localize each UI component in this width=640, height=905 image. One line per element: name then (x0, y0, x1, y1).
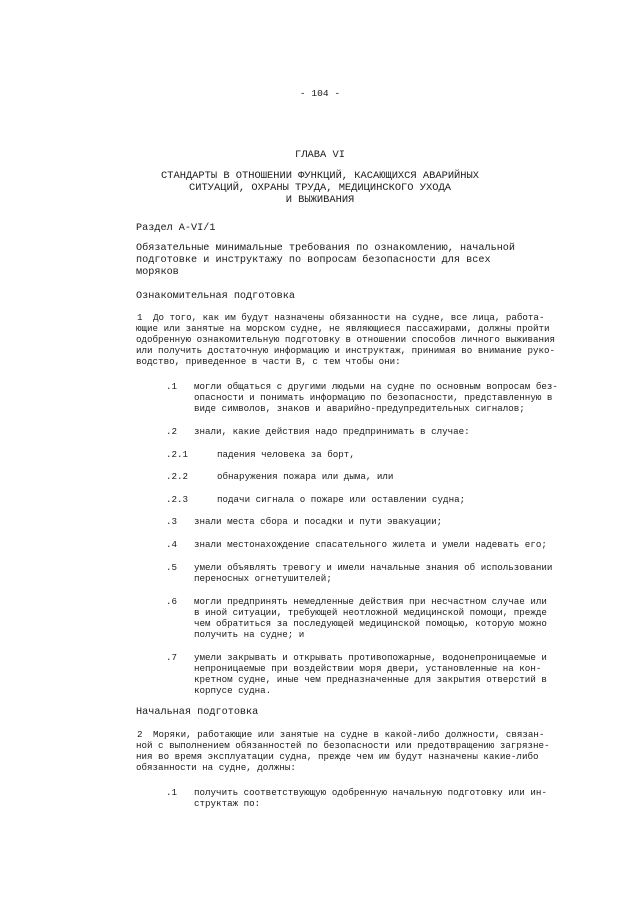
para-1-number: 1 (137, 312, 143, 323)
item-3-number: .3 (166, 516, 178, 527)
item-2-1-text: падения человека за борт, (217, 449, 355, 460)
heading-basic-training: Начальная подготовка (136, 707, 259, 718)
item-2-1-number: .2.1 (166, 449, 189, 460)
section-label: Раздел A-VI/1 (136, 223, 216, 234)
item-6-line-3: чем обратиться за последующей медицинской помощью, которую можно (194, 618, 547, 629)
item-1-number: .1 (166, 381, 178, 392)
heading-familiarization: Ознакомительная подготовка (136, 291, 295, 302)
section-title-line-1: Обязательные минимальные требования по ознакомлению, начальной (136, 243, 516, 254)
item-5-number: .5 (166, 562, 178, 573)
item-1-line-3: виде символов, знаков и аварийно-предупредительных сигналов; (194, 403, 525, 414)
para-1-line-1: До того, как им будут назначены обязанности на судне, все лица, работа- (153, 312, 545, 323)
item-2-2-number: .2.2 (166, 471, 189, 482)
item-2-3-number: .2.3 (166, 494, 189, 505)
item-6-line-2: в иной ситуации, требующей неотложной медицинской помощи, прежде (194, 607, 547, 618)
item-1-line-2: опасности и понимать информацию по безопасности, представленную в (194, 392, 553, 403)
item-7-line-1: умели закрывать и открывать противопожарные, водонепроницаемые и (194, 652, 547, 663)
title-line-2: СИТУАЦИЙ, ОХРАНЫ ТРУДА, МЕДИЦИНСКОГО УХОДА (189, 182, 451, 194)
page-number: - 104 - (299, 88, 341, 99)
item-5-line-1: умели объявлять тревогу и имели начальные знания об использовании (194, 562, 553, 573)
para-1-line-2: ющие или занятые на морском судне, не являющиеся пассажирами, должны пройти (136, 323, 550, 334)
chapter-title: ГЛАВА VI (295, 149, 345, 161)
para-1-line-4: или получить достаточную информацию и инструктаж, принимая во внимание руко- (136, 345, 556, 356)
item-7-line-4: корпусе судна. (194, 685, 272, 696)
section-title-line-3: моряков (136, 267, 179, 278)
para-1-line-3: одобренную ознакомительную подготовку в отношении способов личного выживания (136, 334, 556, 345)
para-2-line-4: обязанности на судне, должны: (136, 762, 296, 773)
section-title-line-2: подготовке и инструктажу по вопросам безопасности для всех (136, 255, 491, 266)
item-3-text: знали места сбора и посадки и пути эвакуации; (194, 516, 443, 527)
item-6-number: .6 (166, 596, 178, 607)
para-2-line-1: Моряки, работающие или занятые на судне в какой-либо должности, связан- (153, 729, 545, 740)
item-7-line-2: непроницаемые при воздействии моря двери, установленные на кон- (194, 663, 542, 674)
title-line-3: И ВЫЖИВАНИЯ (285, 194, 355, 206)
para-2-item-1-line-1: получить соответствующую одобренную начальную подготовку или ин- (194, 787, 547, 798)
title-line-1: СТАНДАРТЫ В ОТНОШЕНИИ ФУНКЦИЙ, КАСАЮЩИХСЯ АВАРИЙНЫХ (160, 170, 479, 182)
item-1-line-1: могли общаться с другими людьми на судне по основным вопросам без- (194, 381, 558, 392)
item-5-line-2: переносных огнетушителей; (194, 573, 332, 584)
para-2-item-1-line-2: структаж по: (194, 798, 261, 809)
item-6-line-1: могли предпринять немедленные действия при несчастном случае или (194, 596, 547, 607)
item-7-number: .7 (166, 652, 178, 663)
para-2-line-2: ной с выполнением обязанностей по безопасности или предотвращению загрязне- (136, 740, 550, 751)
item-2-2-text: обнаружения пожара или дыма, или (217, 471, 394, 482)
para-2-item-1-number: .1 (166, 787, 178, 798)
item-4-text: знали местонахождение спасательного жилета и умели надевать его; (194, 539, 547, 550)
item-2-text: знали, какие действия надо предпринимать в случае: (194, 426, 470, 437)
item-7-line-3: кретном судне, иные чем предназначенные для закрытия отверстий в (194, 674, 547, 685)
para-2-number: 2 (137, 729, 143, 740)
item-2-3-text: подачи сигнала о пожаре или оставлении судна; (217, 494, 466, 505)
para-1-line-5: водство, приведенное в части B, с тем чтобы они: (136, 356, 401, 367)
para-2-line-3: ния во время эксплуатации судна, прежде чем им будут назначены какие-либо (136, 751, 539, 762)
item-2-number: .2 (166, 426, 178, 437)
item-4-number: .4 (166, 539, 178, 550)
item-6-line-4: получить на судне; и (194, 629, 305, 640)
